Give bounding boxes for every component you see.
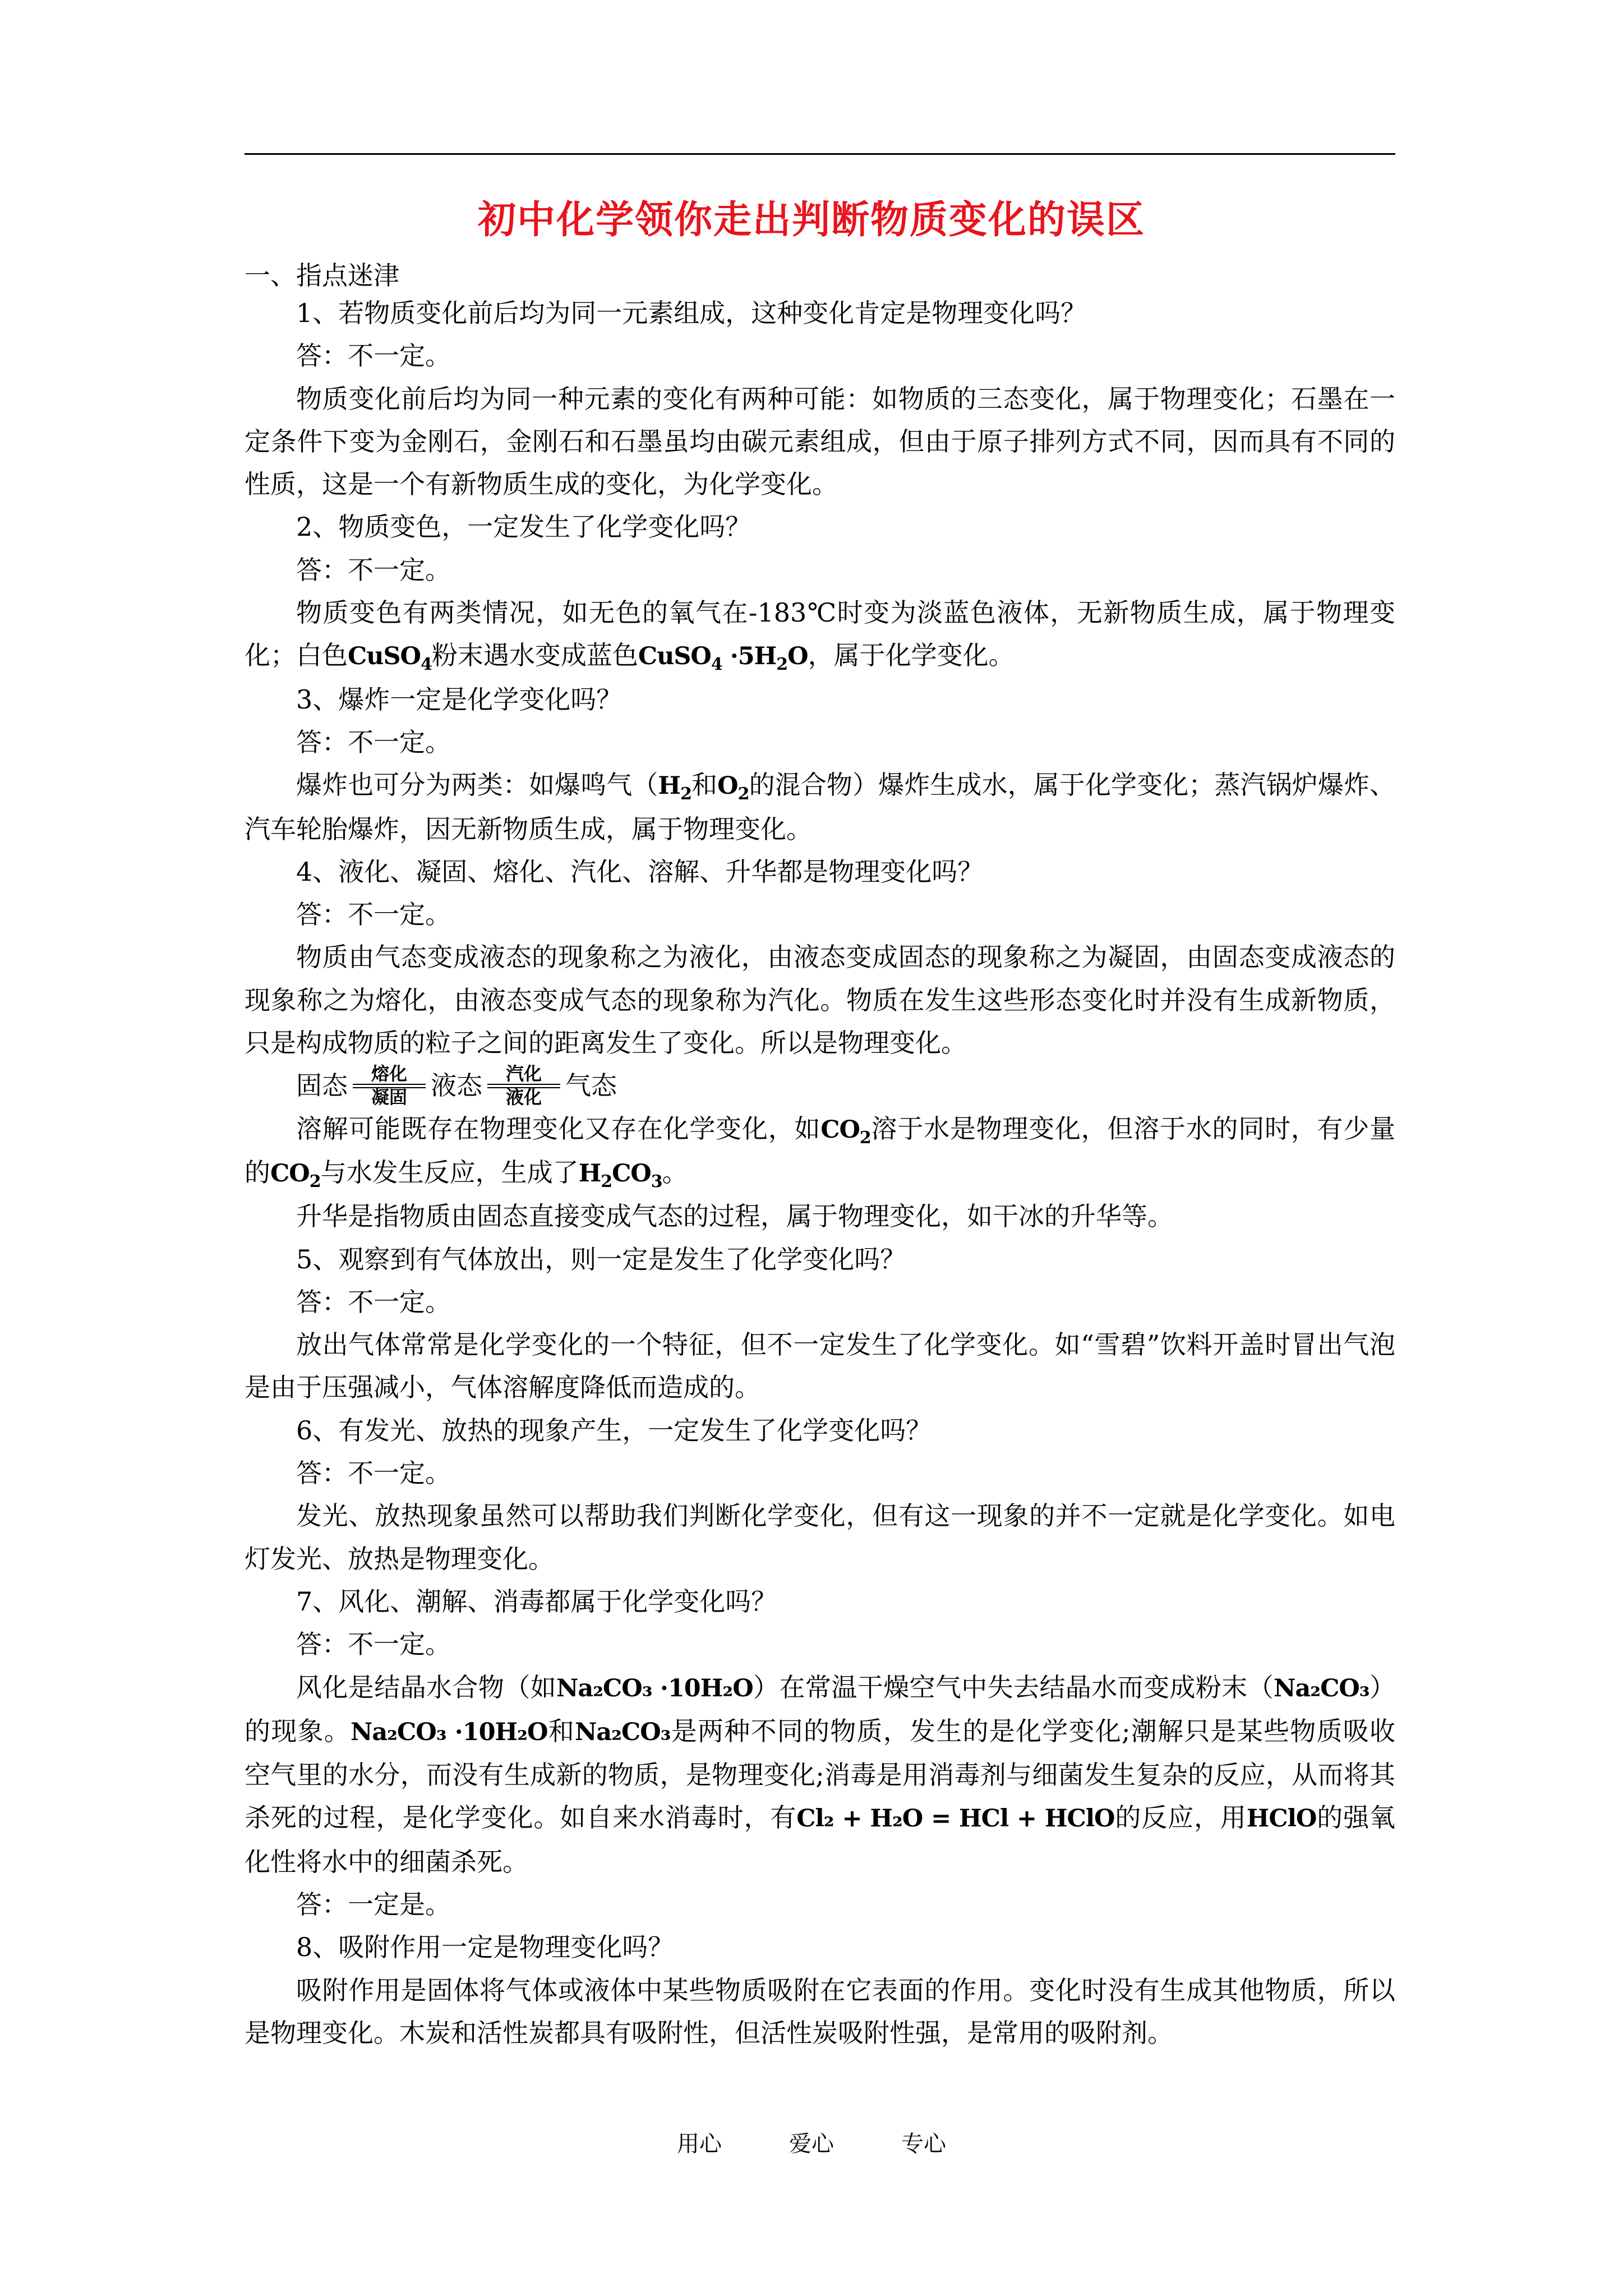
formula-co2 [270, 1159, 321, 1191]
answer-7b: 答：一定是。 [296, 1889, 451, 1920]
paragraph: 物质变化前后均为同一种元素的变化有两种可能：如物质的三态变化，属于物理变化；石墨在一定条件下变为金刚石，金刚石和石墨虽均由碳元素组成，但由于原子排列方式不同，因而具有不同的性质，这是一个有新物质生成的变化，为化学变化。 [245, 383, 1395, 500]
question-3: 3、爆炸一定是化学变化吗？ [296, 684, 623, 715]
text-span: 溶于水是物理变化，但溶于水的同时，有少量的 [245, 1113, 1396, 1188]
state-gas: 气态 [565, 1070, 617, 1101]
formula-part: ·5H [722, 642, 777, 671]
answer-4: 答：不一定。 [296, 899, 451, 930]
formula-part: H [578, 1159, 601, 1188]
footer-text: 爱心 [789, 2131, 834, 2157]
formula-part: CuSO [348, 642, 421, 671]
formula-part: CuSO [638, 642, 711, 671]
page-title: 初中化学领你走出判断物质变化的误区 [477, 197, 1145, 242]
document-body [245, 292, 1395, 2054]
header-rule [245, 153, 1395, 155]
formula-part: CO [820, 1115, 860, 1144]
text-span: ）的现象。 [245, 1672, 1396, 1746]
question-7: 7、风化、潮解、消毒都属于化学变化吗？ [296, 1586, 777, 1617]
formula-cuso4-5h2o [638, 642, 808, 675]
formula-sub: 4 [421, 655, 432, 675]
question-6: 6、有发光、放热的现象产生，一定发生了化学变化吗？ [296, 1415, 932, 1446]
double-arrow-icon [353, 1083, 426, 1088]
text-span: ）在常温干燥空气中失去结晶水而变成粉末（ [753, 1672, 1274, 1703]
arrow-label-bottom: 液化 [505, 1087, 542, 1108]
formula-sub: 3 [651, 1171, 662, 1191]
text-span: 是两种不同的物质，发生的是化学变化;潮解只是某些物质吸收空气里的水分，而没有生成新的物质，是物理变化;消毒是用消毒剂与细菌发生复杂的反应，从而将其杀死的过程，是化学变化。如自来水消毒时，有 [245, 1715, 1396, 1833]
formula-sub: 2 [859, 1128, 871, 1148]
answer-6: 答：不一定。 [296, 1458, 451, 1489]
formula-sub: 2 [680, 784, 691, 804]
paragraph: 2、物质变色，一定发生了化学变化吗？ [296, 512, 751, 542]
double-arrow-icon [487, 1083, 560, 1088]
answer-3: 答：不一定。 [296, 726, 451, 757]
text-span: 溶解可能既存在物理变化又存在化学变化，如 [296, 1113, 821, 1144]
paragraph-color-change [245, 591, 1395, 678]
text-span: 粉末遇水变成蓝色 [431, 640, 638, 671]
text-span: 和 [547, 1715, 575, 1746]
paragraph-liquefy: 物质由气态变成液态的现象称之为液化，由液态变成固态的现象称之为凝固，由固态变成液态的现象称之为熔化，由液态变成气态的现象称为汽化。物质在发生这些形态变化时并没有生成新物质，只是构成物质的粒子之间的距离发生了变化。所以是物理变化。 [245, 942, 1395, 1059]
state-liquid: 液态 [431, 1070, 482, 1101]
formula-part: H [658, 772, 681, 800]
paragraph: 1、若物质变化前后均为同一元素组成，这种变化肯定是物理变化吗？ [296, 298, 1087, 328]
question-5: 5、观察到有气体放出，则一定是发生了化学变化吗？ [296, 1244, 906, 1274]
paragraph-adsorption: 吸附作用是固体将气体或液体中某些物质吸附在它表面的作用。变化时没有生成其他物质，所以是物理变化。木炭和活性炭都具有吸附性，但活性炭吸附性强，是常用的吸附剂。 [245, 1975, 1395, 2048]
formula-part: CO [612, 1159, 651, 1188]
formula-cuso4 [348, 642, 432, 675]
formula-sub: 2 [776, 655, 788, 675]
formula-sub: 4 [711, 655, 722, 675]
equation-chlorine: Cl₂ + H₂O = HCl + HClO [796, 1805, 1115, 1833]
page-footer [0, 2126, 1623, 2158]
state-solid: 固态 [296, 1070, 348, 1101]
text-span: 风化是结晶水合物（如 [296, 1672, 557, 1703]
text-span: 的强氧化性将水中的细菌杀死。 [245, 1802, 1395, 1877]
footer-text: 用心 [677, 2131, 722, 2157]
paragraph-weathering [245, 1666, 1395, 1883]
text-span: 的混合物）爆炸生成水，属于化学变化；蒸汽锅炉爆炸、汽车轮胎爆炸，因无新物质生成，属于物理变化。 [245, 770, 1396, 844]
arrow-melt-freeze [350, 1064, 428, 1107]
arrow-label-top: 熔化 [371, 1063, 407, 1085]
formula-na2co3: Na₂CO₃ [575, 1718, 671, 1746]
formula-na2co3: Na₂CO₃ [1274, 1674, 1370, 1703]
formula-part: O [787, 642, 808, 671]
formula-sub: 2 [309, 1171, 321, 1191]
paragraph-dissolve [245, 1107, 1395, 1195]
formula-co2 [820, 1115, 871, 1148]
paragraph-sublimation: 升华是指物质由固态直接变成气态的过程，属于物理变化，如干冰的升华等。 [296, 1201, 1173, 1232]
formula-o2 [717, 772, 749, 804]
question-4: 4、液化、凝固、熔化、汽化、溶解、升华都是物理变化吗？ [296, 856, 984, 887]
arrow-vaporize-condense [485, 1064, 563, 1107]
paragraph-gas: 放出气体常常是化学变化的一个特征，但不一定发生了化学变化。如“雪碧”饮料开盖时冒出气泡是由于压强减小，气体溶解度降低而造成的。 [245, 1329, 1395, 1403]
formula-sub: 2 [601, 1171, 612, 1191]
text-span: 。 [662, 1157, 688, 1188]
formula-sub: 2 [737, 784, 749, 804]
arrow-label-bottom: 凝固 [371, 1087, 407, 1108]
formula-part: O [717, 772, 738, 800]
paragraph: 答：不一定。 [296, 554, 451, 585]
footer-text: 专心 [901, 2131, 946, 2157]
text-span: 爆炸也可分为两类：如爆鸣气（ [296, 770, 658, 800]
text-span: 物质变色有两类情况，如无色的氧气在-183℃时变为淡蓝色液体，无新物质生成，属于物理变化；白色 [245, 597, 1395, 671]
formula-part: CO [270, 1159, 310, 1188]
formula-na2co3-10h2o: Na₂CO₃ ·10H₂O [351, 1718, 548, 1746]
question-8: 8、吸附作用一定是物理变化吗？ [296, 1932, 674, 1963]
formula-hclo: HClO [1246, 1805, 1317, 1833]
section-heading: 一、指点迷津 [245, 260, 399, 291]
text-span: 的反应，用 [1114, 1802, 1247, 1833]
text-span: 与水发生反应，生成了 [320, 1157, 579, 1188]
paragraph-explosion [245, 763, 1395, 850]
answer-7: 答：不一定。 [296, 1629, 451, 1660]
paragraph: 答：不一定。 [296, 341, 451, 371]
answer-5: 答：不一定。 [296, 1286, 451, 1317]
formula-h2 [658, 772, 691, 804]
formula-na2co3-10h2o: Na₂CO₃ ·10H₂O [556, 1674, 753, 1703]
arrow-label-top: 汽化 [505, 1063, 542, 1085]
text-span: ，属于化学变化。 [808, 640, 1015, 671]
text-span: 和 [691, 770, 718, 800]
state-change-diagram [245, 1064, 1395, 1107]
paragraph-light: 发光、放热现象虽然可以帮助我们判断化学变化，但有这一现象的并不一定就是化学变化。如电灯发光、放热是物理变化。 [245, 1501, 1395, 1574]
formula-h2co3 [578, 1159, 662, 1191]
